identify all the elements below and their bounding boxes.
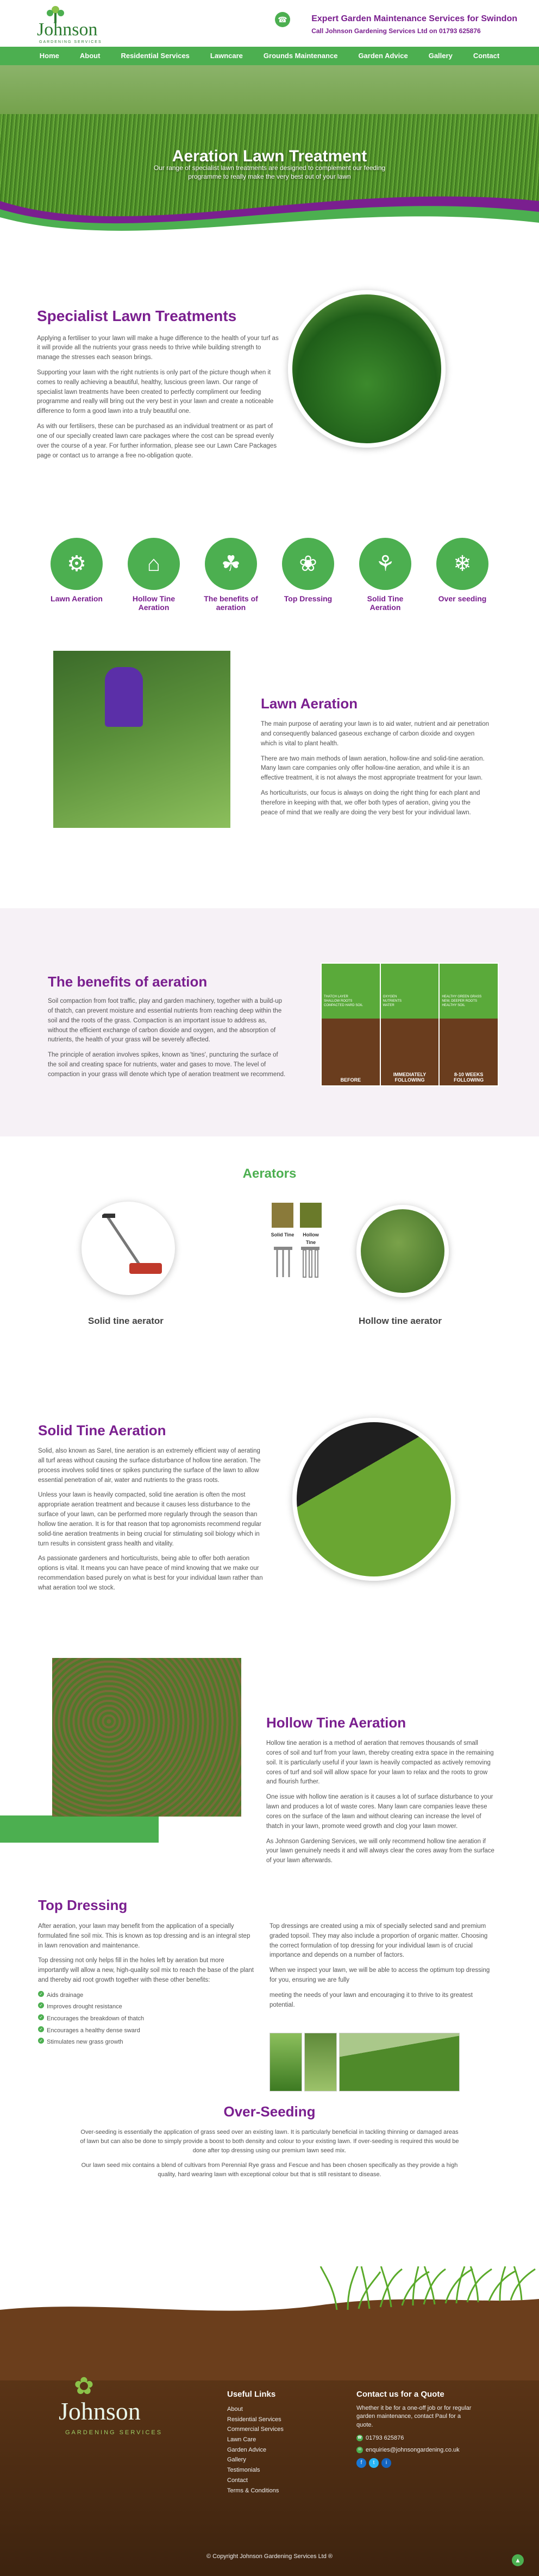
diagram-label-new-roots: NEW, DEEPER ROOTS <box>442 999 478 1003</box>
hero-banner <box>0 65 539 244</box>
top-dressing-benefits-list <box>38 1991 255 2047</box>
social-links <box>356 2458 476 2468</box>
footer-link-residential[interactable]: Residential Services <box>227 2416 281 2423</box>
footer-link-garden-advice[interactable]: Garden Advice <box>227 2446 267 2453</box>
header-call-line <box>311 26 517 36</box>
overseeding-paragraph-2: Our lawn seed mix contains a blend of cultivars from Perennial Rye grass and Fescue and has been chosen specifically as they provide a high quality, hard wearing lawn with exceptional colour but that is still resistant to disease. <box>81 2162 458 2178</box>
diagram-caption: 8-10 WEEKS FOLLOWING <box>454 1072 484 1083</box>
footer-link-terms[interactable]: Terms & Conditions <box>227 2487 279 2494</box>
diagram-label-compacted: COMPACTED HARD SOIL <box>324 1003 363 1007</box>
gallery-image[interactable] <box>270 2033 302 2091</box>
icon-top-dressing[interactable] <box>275 538 341 619</box>
aerators-title: Aerators <box>242 1166 297 1181</box>
lawn-aeration-paragraph-1: The main purpose of aerating your lawn is to aid water, nutrient and air penetration and consequently balanced gaseous exchange of carbon dioxide and oxygen which is vital to plant health. <box>261 721 489 747</box>
footer-phone[interactable] <box>356 2434 476 2443</box>
hollow-tine-section <box>0 1631 539 1886</box>
hollow-tine-aerator-label: Hollow tine aerator <box>359 1316 442 1326</box>
phone-icon: ☎ <box>275 12 290 27</box>
specialist-section <box>0 244 539 494</box>
diagram-label-oxygen: OXYGEN <box>383 995 397 998</box>
lawn-aeration-title: Lawn Aeration <box>261 695 358 712</box>
hollow-tine-title: Hollow Tine Aeration <box>266 1714 406 1731</box>
top-dressing-paragraph-3: Top dressings are created using a mix of specially selected sand and premium graded topsoil. They may also include a proportion of organic matter. Choosing the correct formulation of top dressing for your individual lawn is of crucial importance and depends on a number of factors. <box>270 1923 488 1959</box>
grass-tuft-icon: ☘ <box>205 538 257 590</box>
back-to-top-button[interactable]: ▲ <box>512 2554 524 2566</box>
nav-garden-advice[interactable]: Garden Advice <box>358 51 408 60</box>
list-item: ✓ Encourages the breakdown of thatch <box>38 2014 255 2024</box>
icon-label: Hollow Tine Aeration <box>132 594 176 612</box>
quote-text: Whether it be for a one-off job or for regular garden maintenance, contact Paul for a quote. <box>356 2405 472 2428</box>
footer-link-testimonials[interactable]: Testimonials <box>227 2467 260 2474</box>
nav-home[interactable]: Home <box>39 51 59 60</box>
aerator-icon: ⚙ <box>51 538 103 590</box>
icon-label: Solid Tine Aeration <box>367 594 404 612</box>
footer-link-contact[interactable]: Contact <box>227 2477 248 2484</box>
hollow-tine-paragraph-3: As Johnson Gardening Services, we will only recommend hollow tine aeration if your lawn genuinely needs it and will always clear the cores away from the surface of your lawn afterwards. <box>266 1838 494 1864</box>
hollow-tine-caption: Hollow Tine <box>303 1232 319 1246</box>
icon-label: Over seeding <box>438 594 487 603</box>
diagram-caption: BEFORE <box>340 1077 361 1083</box>
soil-grass-divider <box>0 2266 539 2380</box>
specialist-title: Specialist Lawn Treatments <box>37 307 237 324</box>
call-prefix: Call Johnson Gardening Services Ltd on <box>311 27 437 35</box>
diagram-label-water: WATER <box>383 1003 394 1007</box>
footer-link-about[interactable]: About <box>227 2406 243 2412</box>
lawn-cores-image <box>52 1658 241 1817</box>
facebook-icon[interactable]: f <box>356 2458 366 2468</box>
top-dressing-paragraph-2: Top dressing not only helps fill in the holes left by aeration but more importantly will allow a new, high-quality soil mix to reach the base of the plant and thereby aid root growth together with these other benefits: <box>38 1957 254 1984</box>
useful-links-title: Useful Links <box>227 2390 276 2399</box>
top-dressing-title: Top Dressing <box>38 1897 128 1913</box>
lawn-plants-image <box>288 290 446 448</box>
solid-tine-paragraph-3: As passionate gardeners and horticulturists, being able to offer both aeration options is vital. It means you can have peace of mind knowing that we make our recommendation based purely on what is best for your individual lawn rather than what aeration tool we stock. <box>38 1555 263 1591</box>
hollow-tine-paragraph-1: Hollow tine aeration is a method of aeration that removes thousands of small cores of soil and turf from your lawn, thereby creating extra space in the remaining soil. It is particularly useful if your lawn is heavily compacted as actively removing cores of turf and soil will allow space for your lawn to relax and the roots to grow and flourish further. <box>266 1740 494 1786</box>
hollow-tine-photo <box>299 1202 323 1229</box>
house-icon: ⌂ <box>128 538 180 590</box>
nav-about[interactable]: About <box>79 51 101 60</box>
diagram-label-healthy-grass: HEALTHY GREEN GRASS <box>442 995 482 998</box>
hero-wave <box>0 179 539 244</box>
footer-logo-text[interactable]: Johnson <box>59 2397 141 2425</box>
site-header <box>0 0 539 47</box>
gallery-image[interactable] <box>339 2033 460 2091</box>
specialist-paragraph-3: As with our fertilisers, these can be purchased as an individual treatment or as part of one of our specially created lawn care packages where the cost can be spread evenly over the course of a year. For further information, please see our Lawn Care Packages page or contact us to arrange a free no-obligation quote. <box>37 423 277 459</box>
header-contact <box>311 12 517 36</box>
icon-lawn-aeration[interactable] <box>44 538 109 619</box>
nav-residential-services[interactable]: Residential Services <box>121 51 190 60</box>
footer-phone-text: 01793 625876 <box>366 2435 404 2442</box>
twitter-icon[interactable]: t <box>369 2458 379 2468</box>
nav-lawncare[interactable]: Lawncare <box>210 51 243 60</box>
instagram-icon[interactable]: i <box>381 2458 391 2468</box>
footer-email-text: enquiries@johnsongardening.co.uk <box>366 2446 460 2453</box>
nav-contact[interactable]: Contact <box>473 51 500 60</box>
aeration-diagram <box>321 963 499 1086</box>
hollow-tine-aerator-image <box>356 1205 449 1297</box>
diagram-label-healthy-soil: HEALTHY SOIL <box>442 1003 465 1007</box>
green-accent-bar <box>0 1815 159 1843</box>
top-dressing-gallery <box>270 2033 460 2091</box>
top-dressing-section <box>0 1886 539 2103</box>
solid-tine-paragraph-2: Unless your lawn is heavily compacted, solid tine aeration is often the most appropriate aeration treatment and because it causes less disturbance to the surface of your lawn, can be performed more regularly through the season than hollow tine aeration. It is for that reason that top agronomists recommend regular solid-tine aeration treatments in being crucial for stimulating soil biology which in turn results in consistent grass health and vitality. <box>38 1492 262 1547</box>
specialist-paragraph-2: Supporting your lawn with the right nutrients is only part of the picture though when it comes to really achieving a beautiful, healthy, luscious green lawn. Our range of specialist lawn treatments have been created to perfectly compliment our feeding programme and really will bring out the very best in your lawn and create a noticeable difference to form a good lawn into a truly beautiful one. <box>37 369 274 415</box>
diagram-after <box>440 964 498 1085</box>
gardener-figure <box>105 667 143 727</box>
diagram-label-shallow-roots: SHALLOW ROOTS <box>324 999 353 1003</box>
solid-tine-aerator-image <box>82 1202 175 1295</box>
footer-email[interactable] <box>356 2446 476 2455</box>
hero-subtitle: Our range of specialist lawn treatments are designed to complement our feeding programme to really make the very best out of your lawn <box>153 164 386 180</box>
solid-tine-title: Solid Tine Aeration <box>38 1422 166 1438</box>
plant-icon: ⚘ <box>359 538 411 590</box>
tine-drawing <box>271 1247 323 1279</box>
list-item: ✓ Stimulates new grass growth <box>38 2038 255 2047</box>
main-nav <box>0 47 539 65</box>
logo-tree-icon: ✿ <box>74 2373 94 2399</box>
footer-link-gallery[interactable]: Gallery <box>227 2456 246 2464</box>
treatment-icons-row <box>0 494 539 619</box>
benefits-section <box>0 908 539 1136</box>
useful-links <box>227 2388 284 2496</box>
quote-contact <box>356 2388 476 2468</box>
footer-logo-subtitle: GARDENING SERVICES <box>65 2429 163 2436</box>
hollow-tine-paragraph-2: One issue with hollow tine aeration is it causes a lot of surface disturbance to your lawn and produces a lot of waste cores. Many lawn care companies leave these cores on the surface of the lawn and without clearing can increase the level of thatch in your lawn, promote weed growth and clog your lawn mower. <box>266 1794 493 1830</box>
grass-blades-illustration <box>0 2266 539 2380</box>
solid-tine-section <box>0 1375 539 1631</box>
icon-solid-tine[interactable] <box>353 538 418 619</box>
lawn-aeration-paragraph-2: There are two main methods of lawn aeration, hollow-tine and solid-tine aeration. Many lawn care companies only offer hollow-tine aeration, and while it is an effective treatment, it is not always the most appropriate treatment for your lawn. <box>261 755 485 782</box>
specialist-paragraph-1: Applying a fertiliser to your lawn will make a huge difference to the health of your turf as it will provide all the nutrients your grass needs to thrive while building strength to manage the stresses each season brings. <box>37 335 279 361</box>
nav-grounds-maintenance[interactable]: Grounds Maintenance <box>263 51 338 60</box>
logo-text[interactable]: Johnson <box>37 20 98 40</box>
quote-title: Contact us for a Quote <box>356 2390 444 2399</box>
solid-tine-machine-image <box>292 1418 455 1581</box>
icon-label: The benefits of aeration <box>204 594 258 612</box>
benefits-title: The benefits of aeration <box>48 973 208 990</box>
list-item: ✓ Aids drainage <box>38 1991 255 2001</box>
copyright: © Copyright Johnson Gardening Services Ltd ® <box>206 2553 333 2560</box>
tine-comparison <box>271 1202 323 1283</box>
diagram-before <box>322 964 381 1085</box>
diagram-label-nutrients: NUTRIENTS <box>383 999 402 1003</box>
overseeding-paragraph-1: Over-seeding is essentially the application of grass seed over an existing lawn. It is particularly beneficial in tackling thinning or damaged areas of lawn but can also be done to simply provide a boost to both density and colour to your existing lawn. If over-seeding is required this would be done after top dressing using our premium lawn seed mix. <box>80 2129 459 2154</box>
header-phone-link[interactable]: 01793 625876 <box>438 27 481 35</box>
nav-gallery[interactable]: Gallery <box>428 51 453 60</box>
phone-icon: ☎ <box>356 2435 363 2441</box>
icon-label: Top Dressing <box>284 594 333 603</box>
icon-hollow-tine[interactable] <box>121 538 186 619</box>
icon-label: Lawn Aeration <box>51 594 103 603</box>
footer-link-commercial[interactable]: Commercial Services <box>227 2426 284 2433</box>
solid-tine-photo <box>271 1202 294 1229</box>
grass-icon: ❄ <box>436 538 488 590</box>
icon-over-seeding[interactable] <box>430 538 495 619</box>
aerators-section <box>0 1164 539 1375</box>
lawn-aeration-section <box>0 619 539 831</box>
solid-tine-aerator-label: Solid tine aerator <box>88 1316 164 1326</box>
email-icon: ✉ <box>356 2447 363 2453</box>
benefits-paragraph-1: Soil compaction from foot traffic, play and garden machinery, together with a build-up of thatch, can prevent moisture and essential nutrients from reaching deep within the soil and the roots of the grass. Compaction is an important issue to address as, without the efficient exchange of carbon dioxide and oxygen, and the absorption of nutrients, the health of your grass will be severely affected. <box>48 998 283 1044</box>
hero-title: Aeration Lawn Treatment <box>172 147 367 165</box>
diagram-caption: IMMEDIATELY FOLLOWING <box>393 1072 427 1083</box>
list-item: ✓ Encourages a healthy dense sward <box>38 2026 255 2036</box>
overseeding-title: Over-Seeding <box>223 2103 316 2120</box>
diagram-label-thatch: THATCH LAYER <box>324 995 348 998</box>
overseeding-section <box>0 2103 539 2266</box>
gallery-image[interactable] <box>304 2033 337 2091</box>
list-item: ✓ Improves drought resistance <box>38 2002 255 2012</box>
icon-benefits[interactable] <box>198 538 264 619</box>
top-dressing-paragraph-5: meeting the needs of your lawn and encouraging it to thrive to its greatest potential. <box>270 1991 473 2008</box>
diagram-immediately <box>381 964 440 1085</box>
site-footer <box>0 2373 539 2576</box>
benefits-paragraph-2: The principle of aeration involves spikes, known as 'tines', puncturing the surface of the soil and creating space for nutrients, water and gases to move. The level of compaction in your grass will denote which type of aeration treatment we recommend. <box>48 1052 286 1078</box>
logo-subtitle: GARDENING SERVICES <box>39 40 102 44</box>
man-aerating-lawn-image <box>53 651 230 828</box>
footer-link-lawn-care[interactable]: Lawn Care <box>227 2436 256 2443</box>
lawn-aeration-paragraph-3: As horticulturists, our focus is always on doing the right thing for each plant and therefore in keeping with that, we offer both types of aeration, giving you the peace of mind that we really are doing the very best for your individual lawn. <box>261 790 480 816</box>
top-dressing-paragraph-1: After aeration, your lawn may benefit from the application of a specially formulated fine soil mix. This is known as top dressing and is an integral step in lawn renovation and maintenance. <box>38 1923 250 1949</box>
header-tagline: Expert Garden Maintenance Services for Swindon <box>311 14 517 23</box>
solid-tine-paragraph-1: Solid, also known as Sarel, tine aeration is an extremely efficient way of aerating all turf areas without causing the surface disturbance of hollow tine aeration. The process involves solid tines or spikes puncturing the surface of the lawn to allow essential penetration of air, water and nutrients to the grass roots. <box>38 1448 261 1484</box>
top-dressing-paragraph-4: When we inspect your lawn, we will be able to access the optimum top dressing for you, ensuring we are fully <box>270 1967 490 1984</box>
sprout-icon: ❀ <box>282 538 334 590</box>
solid-tine-caption: Solid Tine <box>271 1232 294 1237</box>
